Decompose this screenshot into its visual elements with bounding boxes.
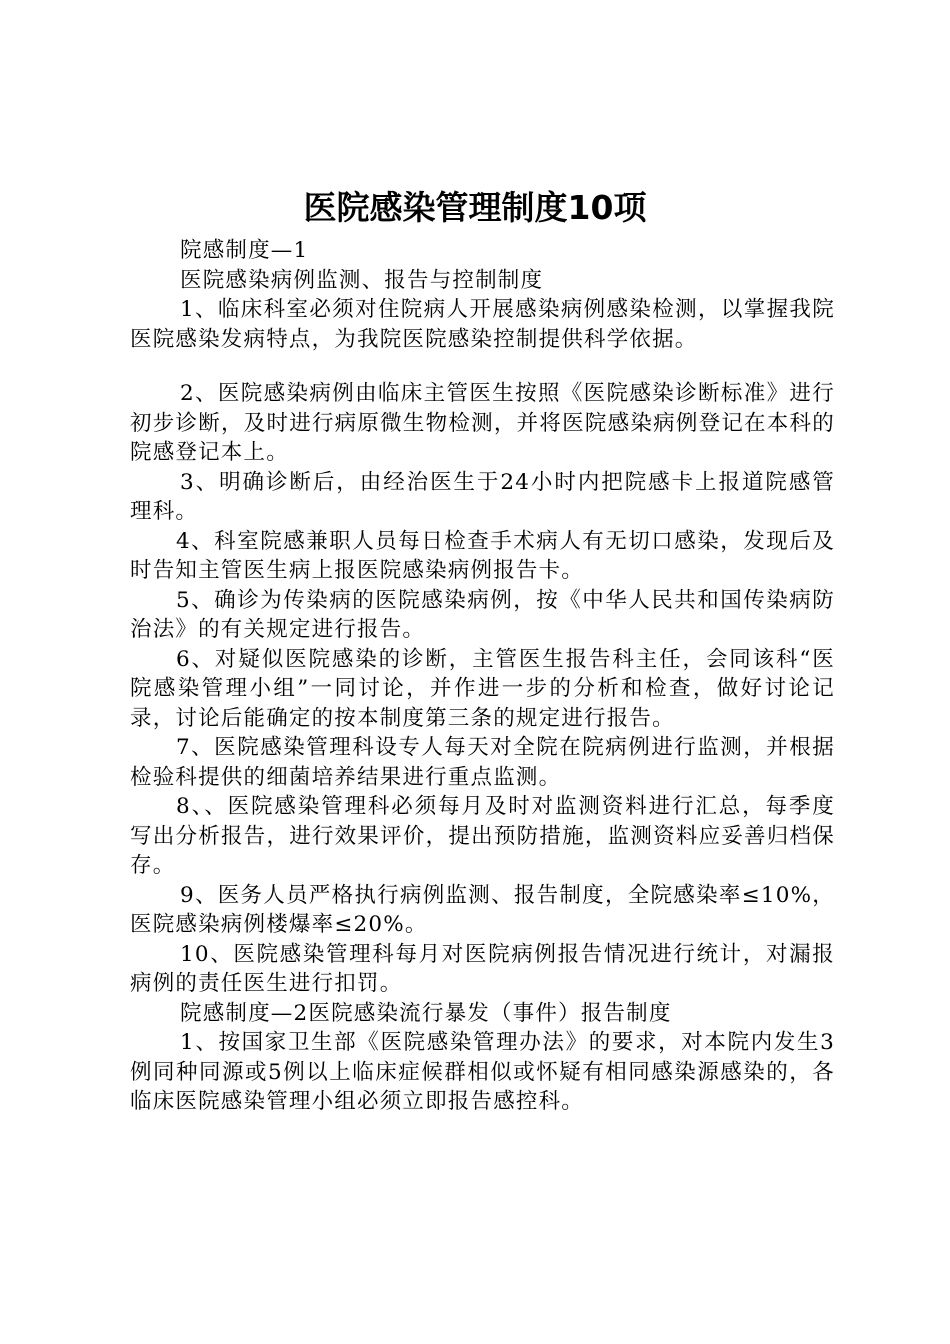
paragraph: 8、、医院感染管理科必须每月及时对监测资料进行汇总，每季度写出分析报告，进行效果评价，提出预防措施，监测资料应妥善归档保存。 [130, 794, 835, 878]
paragraph: 7、医院感染管理科设专人每天对全院在院病例进行监测，并根据检验科提供的细菌培养结果进行重点监测。 [130, 735, 835, 790]
document-body [130, 236, 835, 1117]
paragraph: 1、按国家卫生部《医院感染管理办法》的要求，对本院内发生3例同种同源或5例以上临床症候群相似或怀疑有相同感染源感染的，各临床医院感染管理小组必须立即报告感控科。 [130, 1030, 835, 1114]
document-title: 医院感染管理制度10项 [303, 188, 647, 227]
paragraph: 2、医院感染病例由临床主管医生按照《医院感染诊断标准》进行初步诊断，及时进行病原微生物检测，并将医院感染病例登记在本科的院感登记本上。 [130, 381, 835, 465]
paragraph: 5、确诊为传染病的医院感染病例，按《中华人民共和国传染病防治法》的有关规定进行报告。 [130, 587, 835, 642]
paragraph: 10、医院感染管理科每月对医院病例报告情况进行统计，对漏报病例的责任医生进行扣罚。 [130, 941, 835, 996]
section-label: 院感制度—1 [180, 238, 309, 263]
paragraph: 4、科室院感兼职人员每日检查手术病人有无切口感染，发现后及时告知主管医生病上报医院感染病例报告卡。 [130, 528, 835, 583]
paragraph: 9、医务人员严格执行病例监测、报告制度，全院感染率≤10%，医院感染病例楼爆率≤20%。 [130, 882, 835, 937]
section-heading: 院感制度—2医院感染流行暴发（事件）报告制度 [180, 1000, 672, 1026]
section-heading: 医院感染病例监测、报告与控制制度 [180, 267, 544, 293]
paragraph: 3、明确诊断后，由经治医生于24小时内把院感卡上报道院感管理科。 [130, 469, 835, 524]
paragraph: 1、临床科室必须对住院病人开展感染病例感染检测，以掌握我院医院感染发病特点，为我院医院感染控制提供科学依据。 [130, 297, 835, 352]
paragraph: 6、对疑似医院感染的诊断，主管医生报告科主任，会同该科“医院感染管理小组”一同讨论，并作进一步的分析和检查，做好讨论记录，讨论后能确定的按本制度第三条的规定进行报告。 [130, 646, 835, 731]
